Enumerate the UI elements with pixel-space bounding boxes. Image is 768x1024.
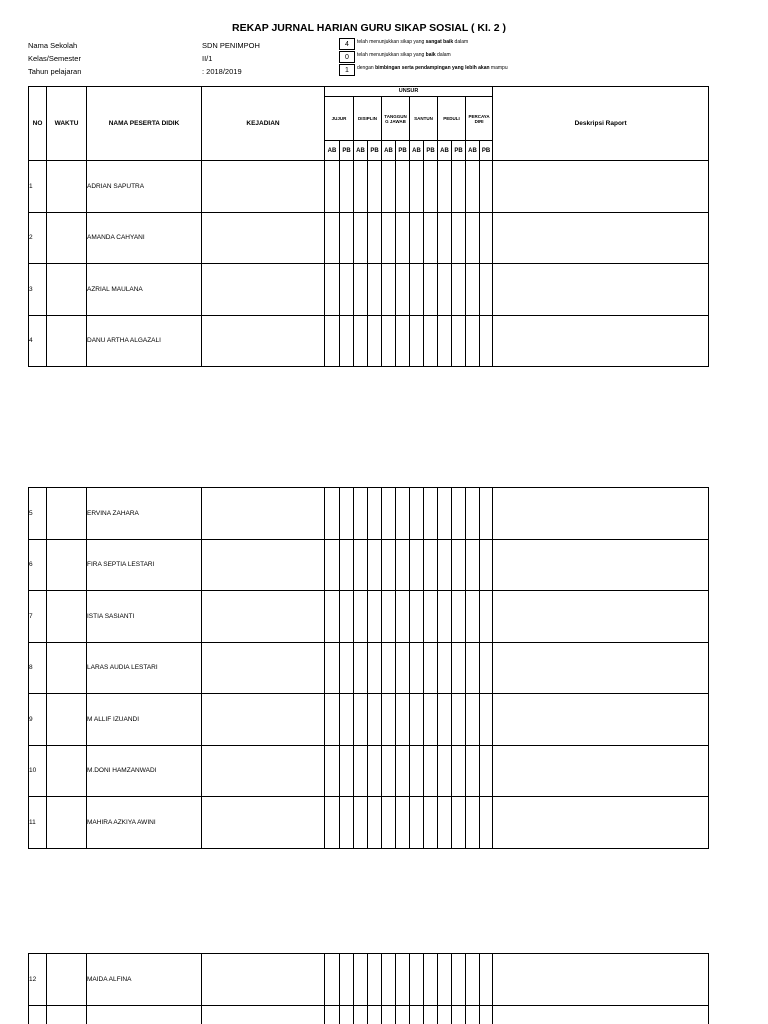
score-cell — [438, 954, 452, 1006]
score-cell — [396, 212, 410, 264]
score-cell — [340, 642, 354, 694]
score-cell — [410, 591, 424, 643]
row-number — [29, 1005, 47, 1024]
legend-score-box: 0 — [339, 51, 355, 63]
score-cell — [466, 591, 480, 643]
waktu-cell — [47, 954, 87, 1006]
score-cell — [354, 954, 368, 1006]
header-waktu: WAKTU — [47, 87, 87, 161]
journal-table-page-3 — [28, 953, 709, 1024]
kejadian-cell — [202, 539, 325, 591]
score-cell — [424, 488, 438, 540]
score-cell — [382, 642, 396, 694]
score-cell — [325, 694, 340, 746]
table-row — [29, 488, 709, 540]
waktu-cell — [47, 488, 87, 540]
score-cell — [466, 264, 480, 316]
score-cell — [410, 694, 424, 746]
score-cell — [480, 642, 493, 694]
score-cell — [396, 642, 410, 694]
row-number: 6 — [29, 539, 47, 591]
score-cell — [424, 797, 438, 849]
waktu-cell — [47, 642, 87, 694]
score-cell — [354, 488, 368, 540]
waktu-cell — [47, 212, 87, 264]
deskripsi-cell — [493, 745, 709, 797]
score-cell — [466, 488, 480, 540]
score-cell — [410, 488, 424, 540]
kejadian-cell — [202, 161, 325, 213]
table-row — [29, 264, 709, 316]
score-cell — [382, 539, 396, 591]
score-cell — [424, 264, 438, 316]
score-cell — [466, 694, 480, 746]
student-name: MAIDA ALFINA — [87, 954, 202, 1006]
score-cell — [340, 797, 354, 849]
score-cell — [382, 797, 396, 849]
score-cell — [382, 954, 396, 1006]
kejadian-cell — [202, 488, 325, 540]
kejadian-cell — [202, 591, 325, 643]
score-cell — [340, 212, 354, 264]
score-cell — [438, 161, 452, 213]
score-cell — [396, 488, 410, 540]
kejadian-cell — [202, 954, 325, 1006]
score-cell — [480, 264, 493, 316]
score-cell — [438, 694, 452, 746]
score-cell — [354, 1005, 368, 1024]
header-deskripsi: Deskripsi Raport — [493, 87, 709, 161]
score-cell — [382, 591, 396, 643]
student-name: AMANDA CAHYANI — [87, 212, 202, 264]
score-cell — [368, 161, 382, 213]
header-unsur-item: PERCAYA DIRI — [466, 97, 493, 141]
student-name: LARAS AUDIA LESTARI — [87, 642, 202, 694]
table-row — [29, 797, 709, 849]
score-cell — [466, 1005, 480, 1024]
deskripsi-cell — [493, 315, 709, 367]
score-cell — [340, 591, 354, 643]
table-row — [29, 212, 709, 264]
score-cell — [410, 161, 424, 213]
table-row — [29, 539, 709, 591]
score-cell — [452, 539, 466, 591]
score-cell — [410, 539, 424, 591]
page-title: REKAP JURNAL HARIAN GURU SIKAP SOSIAL ( KI. 2 ) — [231, 22, 506, 34]
score-cell — [340, 315, 354, 367]
waktu-cell — [47, 694, 87, 746]
table-row — [29, 954, 709, 1006]
student-name: MAHIRA AZKIYA AWINI — [87, 797, 202, 849]
score-cell — [452, 212, 466, 264]
score-cell — [325, 488, 340, 540]
header-pb: PB — [340, 141, 354, 161]
score-cell — [396, 315, 410, 367]
table-row — [29, 315, 709, 367]
legend-description: telah menunjukkan sikap yang sangat baik dalam — [357, 39, 469, 45]
score-cell — [466, 642, 480, 694]
row-number: 4 — [29, 315, 47, 367]
score-cell — [354, 642, 368, 694]
row-number: 12 — [29, 954, 47, 1006]
score-cell — [396, 264, 410, 316]
kejadian-cell — [202, 694, 325, 746]
score-cell — [354, 694, 368, 746]
deskripsi-cell — [493, 591, 709, 643]
score-cell — [340, 1005, 354, 1024]
header-unsur: UNSUR — [325, 87, 493, 97]
score-cell — [368, 694, 382, 746]
score-cell — [438, 315, 452, 367]
score-cell — [466, 315, 480, 367]
semester-label: Kelas/Semester — [28, 54, 81, 63]
header-nama: NAMA PESERTA DIDIK — [87, 87, 202, 161]
row-number: 11 — [29, 797, 47, 849]
score-cell — [340, 539, 354, 591]
header-unsur-item: PEDULI — [438, 97, 466, 141]
score-cell — [382, 745, 396, 797]
legend-description: dengan bimbingan serta pendampingan yang lebih akan mampu — [357, 65, 508, 71]
table-row — [29, 745, 709, 797]
score-cell — [438, 797, 452, 849]
deskripsi-cell — [493, 797, 709, 849]
deskripsi-cell — [493, 264, 709, 316]
kejadian-cell — [202, 212, 325, 264]
header-pb: PB — [452, 141, 466, 161]
student-name: ISTIA SASIANTI — [87, 591, 202, 643]
deskripsi-cell — [493, 694, 709, 746]
score-cell — [382, 161, 396, 213]
meta-values — [202, 39, 260, 78]
header-pb: PB — [368, 141, 382, 161]
score-cell — [325, 591, 340, 643]
score-cell — [368, 212, 382, 264]
score-cell — [424, 212, 438, 264]
table-row — [29, 1005, 709, 1024]
row-number: 7 — [29, 591, 47, 643]
score-cell — [480, 488, 493, 540]
waktu-cell — [47, 264, 87, 316]
kejadian-cell — [202, 315, 325, 367]
score-cell — [382, 1005, 396, 1024]
score-cell — [325, 539, 340, 591]
score-cell — [340, 745, 354, 797]
score-cell — [480, 954, 493, 1006]
deskripsi-cell — [493, 642, 709, 694]
score-cell — [424, 642, 438, 694]
header-unsur-item: DISIPLIN — [354, 97, 382, 141]
score-cell — [466, 745, 480, 797]
student-name: ERVINA ZAHARA — [87, 488, 202, 540]
score-cell — [382, 264, 396, 316]
score-cell — [382, 212, 396, 264]
score-cell — [325, 1005, 340, 1024]
header-ab: AB — [466, 141, 480, 161]
header-kejadian: KEJADIAN — [202, 87, 325, 161]
score-cell — [480, 591, 493, 643]
score-cell — [466, 539, 480, 591]
score-cell — [354, 591, 368, 643]
header-ab: AB — [382, 141, 396, 161]
score-cell — [410, 264, 424, 316]
row-number: 9 — [29, 694, 47, 746]
legend-description: telah menunjukkan sikap yang baik dalam — [357, 52, 451, 58]
score-cell — [410, 954, 424, 1006]
header-ab: AB — [410, 141, 424, 161]
score-cell — [452, 797, 466, 849]
journal-table-page-2 — [28, 487, 709, 849]
score-cell — [354, 161, 368, 213]
score-cell — [368, 1005, 382, 1024]
score-cell — [410, 1005, 424, 1024]
score-cell — [452, 488, 466, 540]
score-cell — [368, 797, 382, 849]
table-row — [29, 694, 709, 746]
score-cell — [368, 591, 382, 643]
student-name: ADRIAN SAPUTRA — [87, 161, 202, 213]
score-cell — [438, 264, 452, 316]
score-cell — [382, 488, 396, 540]
waktu-cell — [47, 591, 87, 643]
score-cell — [396, 539, 410, 591]
legend-row — [339, 64, 559, 77]
header-unsur-item: JUJUR — [325, 97, 354, 141]
score-cell — [424, 694, 438, 746]
score-cell — [452, 642, 466, 694]
score-cell — [340, 488, 354, 540]
score-cell — [466, 797, 480, 849]
score-cell — [325, 315, 340, 367]
score-cell — [354, 745, 368, 797]
deskripsi-cell — [493, 1005, 709, 1024]
deskripsi-cell — [493, 539, 709, 591]
header-no: NO — [29, 87, 47, 161]
score-cell — [466, 161, 480, 213]
score-cell — [396, 954, 410, 1006]
legend-row — [339, 51, 559, 64]
score-cell — [396, 797, 410, 849]
header-unsur-item: TANGGUN G JAWAB — [382, 97, 410, 141]
kejadian-cell — [202, 264, 325, 316]
score-legend — [339, 38, 559, 77]
row-number: 2 — [29, 212, 47, 264]
score-cell — [396, 161, 410, 213]
score-cell — [424, 954, 438, 1006]
score-cell — [424, 1005, 438, 1024]
kejadian-cell — [202, 797, 325, 849]
deskripsi-cell — [493, 954, 709, 1006]
score-cell — [368, 315, 382, 367]
score-cell — [382, 694, 396, 746]
deskripsi-cell — [493, 488, 709, 540]
score-cell — [368, 488, 382, 540]
score-cell — [340, 954, 354, 1006]
waktu-cell — [47, 1005, 87, 1024]
score-cell — [354, 315, 368, 367]
score-cell — [438, 642, 452, 694]
legend-score-box: 1 — [339, 64, 355, 76]
score-cell — [325, 212, 340, 264]
score-cell — [438, 488, 452, 540]
row-number: 8 — [29, 642, 47, 694]
header-ab: AB — [325, 141, 340, 161]
score-cell — [410, 797, 424, 849]
score-cell — [410, 315, 424, 367]
table-row — [29, 591, 709, 643]
score-cell — [452, 264, 466, 316]
score-cell — [368, 954, 382, 1006]
row-number: 10 — [29, 745, 47, 797]
deskripsi-cell — [493, 161, 709, 213]
header-ab: AB — [438, 141, 452, 161]
score-cell — [438, 539, 452, 591]
score-cell — [480, 212, 493, 264]
score-cell — [354, 539, 368, 591]
score-cell — [452, 315, 466, 367]
school-value: SDN PENIMPOH — [202, 41, 260, 50]
score-cell — [368, 642, 382, 694]
score-cell — [438, 1005, 452, 1024]
score-cell — [424, 315, 438, 367]
score-cell — [424, 161, 438, 213]
legend-score-box: 4 — [339, 38, 355, 50]
waktu-cell — [47, 161, 87, 213]
score-cell — [396, 591, 410, 643]
waktu-cell — [47, 745, 87, 797]
score-cell — [452, 745, 466, 797]
score-cell — [480, 797, 493, 849]
score-cell — [452, 591, 466, 643]
table-row — [29, 161, 709, 213]
score-cell — [438, 212, 452, 264]
score-cell — [480, 315, 493, 367]
score-cell — [466, 954, 480, 1006]
score-cell — [438, 745, 452, 797]
score-cell — [325, 745, 340, 797]
score-cell — [325, 264, 340, 316]
score-cell — [452, 1005, 466, 1024]
score-cell — [325, 161, 340, 213]
score-cell — [410, 745, 424, 797]
waktu-cell — [47, 315, 87, 367]
deskripsi-cell — [493, 212, 709, 264]
row-number: 1 — [29, 161, 47, 213]
header-pb: PB — [424, 141, 438, 161]
kejadian-cell — [202, 745, 325, 797]
score-cell — [340, 161, 354, 213]
year-value: : 2018/2019 — [202, 67, 242, 76]
score-cell — [424, 745, 438, 797]
score-cell — [368, 264, 382, 316]
student-name: DANU ARTHA ALGAZALI — [87, 315, 202, 367]
score-cell — [410, 212, 424, 264]
score-cell — [340, 694, 354, 746]
journal-table-page-1 — [28, 86, 709, 367]
header-pb: PB — [396, 141, 410, 161]
score-cell — [354, 212, 368, 264]
student-name: FIRA SEPTIA LESTARI — [87, 539, 202, 591]
score-cell — [368, 539, 382, 591]
score-cell — [480, 694, 493, 746]
score-cell — [452, 694, 466, 746]
header-pb: PB — [480, 141, 493, 161]
kejadian-cell — [202, 1005, 325, 1024]
student-name: AZRIAL MAULANA — [87, 264, 202, 316]
header-unsur-item: SANTUN — [410, 97, 438, 141]
score-cell — [396, 745, 410, 797]
student-name: M.DONI HAMZANWADI — [87, 745, 202, 797]
score-cell — [424, 539, 438, 591]
score-cell — [480, 745, 493, 797]
header-ab: AB — [354, 141, 368, 161]
score-cell — [424, 591, 438, 643]
kejadian-cell — [202, 642, 325, 694]
score-cell — [480, 161, 493, 213]
score-cell — [480, 539, 493, 591]
score-cell — [325, 642, 340, 694]
score-cell — [466, 212, 480, 264]
score-cell — [438, 591, 452, 643]
score-cell — [340, 264, 354, 316]
score-cell — [396, 1005, 410, 1024]
score-cell — [382, 315, 396, 367]
score-cell — [354, 797, 368, 849]
student-name — [87, 1005, 202, 1024]
score-cell — [452, 954, 466, 1006]
score-cell — [396, 694, 410, 746]
score-cell — [354, 264, 368, 316]
row-number: 3 — [29, 264, 47, 316]
year-label: Tahun pelajaran — [28, 67, 82, 76]
meta-labels — [28, 39, 81, 78]
score-cell — [325, 954, 340, 1006]
score-cell — [410, 642, 424, 694]
semester-value: II/1 — [202, 54, 213, 63]
waktu-cell — [47, 797, 87, 849]
row-number: 5 — [29, 488, 47, 540]
waktu-cell — [47, 539, 87, 591]
table-row — [29, 642, 709, 694]
score-cell — [452, 161, 466, 213]
score-cell — [368, 745, 382, 797]
school-label: Nama Sekolah — [28, 41, 78, 50]
score-cell — [325, 797, 340, 849]
score-cell — [480, 1005, 493, 1024]
legend-row — [339, 38, 559, 51]
student-name: M ALLIF IZUANDI — [87, 694, 202, 746]
